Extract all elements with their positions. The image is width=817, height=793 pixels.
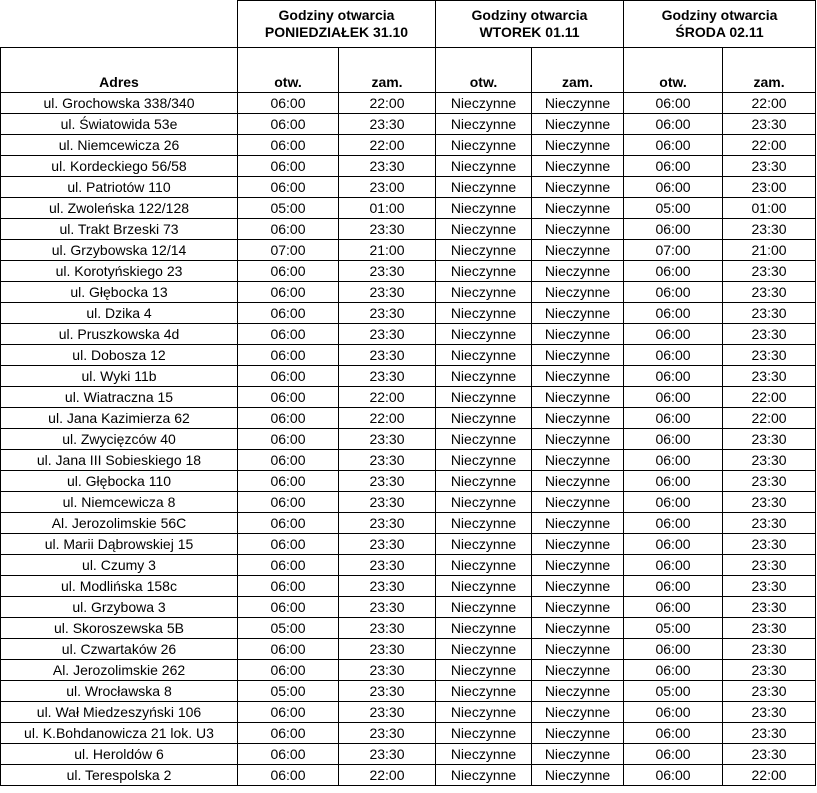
wednesday-open-cell: 06:00 (624, 723, 723, 744)
wednesday-close-cell: 22:00 (723, 135, 816, 156)
wednesday-close-cell: 23:30 (723, 429, 816, 450)
tuesday-open-cell: Nieczynne (436, 408, 532, 429)
monday-close-cell: 23:30 (339, 366, 436, 387)
wednesday-close-cell: 23:30 (723, 555, 816, 576)
table-row (1, 660, 816, 681)
monday-close-cell: 22:00 (339, 135, 436, 156)
address-cell: ul. Czumy 3 (1, 555, 238, 576)
monday-close-cell: 23:30 (339, 555, 436, 576)
monday-close-cell: 23:30 (339, 492, 436, 513)
wednesday-close-cell: 23:30 (723, 597, 816, 618)
close-column-header: zam. (339, 48, 436, 93)
address-cell: ul. Czwartaków 26 (1, 639, 238, 660)
wednesday-close-cell: 22:00 (723, 387, 816, 408)
monday-close-cell: 23:30 (339, 114, 436, 135)
address-cell: ul. Heroldów 6 (1, 744, 238, 765)
tuesday-close-cell: Nieczynne (532, 156, 624, 177)
close-column-header: zam. (532, 48, 624, 93)
tuesday-open-cell: Nieczynne (436, 282, 532, 303)
open-column-header: otw. (624, 48, 723, 93)
wednesday-close-cell: 23:00 (723, 177, 816, 198)
table-row (1, 471, 816, 492)
wednesday-open-cell: 06:00 (624, 513, 723, 534)
tuesday-open-cell: Nieczynne (436, 639, 532, 660)
monday-open-cell: 06:00 (238, 639, 339, 660)
table-row (1, 408, 816, 429)
tuesday-close-cell: Nieczynne (532, 177, 624, 198)
address-cell: ul. Niemcewicza 8 (1, 492, 238, 513)
monday-open-cell: 07:00 (238, 240, 339, 261)
wednesday-open-cell: 06:00 (624, 156, 723, 177)
monday-close-cell: 23:30 (339, 324, 436, 345)
monday-close-cell: 22:00 (339, 408, 436, 429)
address-cell: ul. Grzybowska 12/14 (1, 240, 238, 261)
monday-open-cell: 06:00 (238, 492, 339, 513)
address-cell: ul. Modlińska 158c (1, 576, 238, 597)
monday-open-cell: 06:00 (238, 660, 339, 681)
wednesday-open-cell: 06:00 (624, 93, 723, 114)
tuesday-close-cell: Nieczynne (532, 471, 624, 492)
wednesday-close-cell: 23:30 (723, 324, 816, 345)
tuesday-close-cell: Nieczynne (532, 261, 624, 282)
tuesday-close-cell: Nieczynne (532, 618, 624, 639)
monday-open-cell: 06:00 (238, 429, 339, 450)
address-cell: ul. Jana III Sobieskiego 18 (1, 450, 238, 471)
tuesday-close-cell: Nieczynne (532, 513, 624, 534)
tuesday-open-cell: Nieczynne (436, 660, 532, 681)
wednesday-close-cell: 22:00 (723, 93, 816, 114)
tuesday-close-cell: Nieczynne (532, 492, 624, 513)
tuesday-open-cell: Nieczynne (436, 597, 532, 618)
table-row (1, 114, 816, 135)
address-cell: ul. Wał Miedzeszyński 106 (1, 702, 238, 723)
table-row (1, 345, 816, 366)
monday-close-cell: 23:30 (339, 219, 436, 240)
address-cell: ul. Niemcewicza 26 (1, 135, 238, 156)
table-row (1, 303, 816, 324)
wednesday-open-cell: 06:00 (624, 534, 723, 555)
monday-open-cell: 06:00 (238, 93, 339, 114)
monday-open-cell: 06:00 (238, 345, 339, 366)
wednesday-open-cell: 06:00 (624, 408, 723, 429)
tuesday-open-cell: Nieczynne (436, 576, 532, 597)
monday-close-cell: 23:00 (339, 177, 436, 198)
tuesday-close-cell: Nieczynne (532, 723, 624, 744)
header-row-days (1, 1, 816, 48)
table-row (1, 513, 816, 534)
table-row (1, 135, 816, 156)
tuesday-close-cell: Nieczynne (532, 450, 624, 471)
monday-close-cell: 23:30 (339, 513, 436, 534)
wednesday-close-cell: 22:00 (723, 408, 816, 429)
tuesday-close-cell: Nieczynne (532, 681, 624, 702)
monday-close-cell: 23:30 (339, 618, 436, 639)
wednesday-close-cell: 23:30 (723, 534, 816, 555)
wednesday-close-cell: 23:30 (723, 366, 816, 387)
day-header-monday (238, 1, 436, 48)
monday-close-cell: 22:00 (339, 387, 436, 408)
wednesday-open-cell: 06:00 (624, 324, 723, 345)
wednesday-open-cell: 06:00 (624, 765, 723, 786)
monday-close-cell: 23:30 (339, 534, 436, 555)
wednesday-open-cell: 06:00 (624, 282, 723, 303)
wednesday-open-cell: 05:00 (624, 198, 723, 219)
address-cell: ul. Grzybowa 3 (1, 597, 238, 618)
tuesday-close-cell: Nieczynne (532, 429, 624, 450)
table-row (1, 93, 816, 114)
address-column-header: Adres (1, 48, 238, 93)
day-header-title: Godziny otwarcia (471, 7, 588, 23)
tuesday-open-cell: Nieczynne (436, 429, 532, 450)
tuesday-close-cell: Nieczynne (532, 135, 624, 156)
address-cell: ul. Skoroszewska 5B (1, 618, 238, 639)
monday-open-cell: 06:00 (238, 555, 339, 576)
tuesday-open-cell: Nieczynne (436, 324, 532, 345)
monday-close-cell: 23:30 (339, 450, 436, 471)
address-cell: ul. Zwoleńska 122/128 (1, 198, 238, 219)
tuesday-open-cell: Nieczynne (436, 219, 532, 240)
monday-open-cell: 06:00 (238, 408, 339, 429)
day-header-title: Godziny otwarcia (661, 7, 778, 23)
wednesday-open-cell: 06:00 (624, 660, 723, 681)
day-header-label: ŚRODA 02.11 (675, 24, 764, 40)
monday-open-cell: 05:00 (238, 618, 339, 639)
open-column-header: otw. (436, 48, 532, 93)
table-row (1, 597, 816, 618)
monday-open-cell: 05:00 (238, 198, 339, 219)
table-row (1, 324, 816, 345)
wednesday-close-cell: 23:30 (723, 471, 816, 492)
tuesday-close-cell: Nieczynne (532, 408, 624, 429)
address-cell: ul. Zwycięzców 40 (1, 429, 238, 450)
monday-open-cell: 06:00 (238, 723, 339, 744)
tuesday-open-cell: Nieczynne (436, 93, 532, 114)
wednesday-close-cell: 23:30 (723, 282, 816, 303)
wednesday-open-cell: 06:00 (624, 471, 723, 492)
wednesday-open-cell: 06:00 (624, 555, 723, 576)
header-blank-cell (1, 1, 238, 48)
monday-close-cell: 23:30 (339, 639, 436, 660)
table-row (1, 177, 816, 198)
wednesday-open-cell: 06:00 (624, 597, 723, 618)
table-row (1, 198, 816, 219)
wednesday-close-cell: 23:30 (723, 114, 816, 135)
tuesday-open-cell: Nieczynne (436, 555, 532, 576)
wednesday-open-cell: 05:00 (624, 681, 723, 702)
table-row (1, 387, 816, 408)
wednesday-close-cell: 23:30 (723, 681, 816, 702)
monday-open-cell: 06:00 (238, 765, 339, 786)
monday-close-cell: 23:30 (339, 471, 436, 492)
tuesday-open-cell: Nieczynne (436, 156, 532, 177)
tuesday-close-cell: Nieczynne (532, 597, 624, 618)
tuesday-close-cell: Nieczynne (532, 114, 624, 135)
table-row (1, 555, 816, 576)
wednesday-open-cell: 06:00 (624, 114, 723, 135)
wednesday-open-cell: 06:00 (624, 177, 723, 198)
day-header-title: Godziny otwarcia (278, 7, 395, 23)
tuesday-open-cell: Nieczynne (436, 723, 532, 744)
table-row (1, 450, 816, 471)
tuesday-open-cell: Nieczynne (436, 135, 532, 156)
tuesday-open-cell: Nieczynne (436, 534, 532, 555)
monday-open-cell: 06:00 (238, 324, 339, 345)
table-body (1, 93, 816, 786)
table-row (1, 639, 816, 660)
monday-open-cell: 06:00 (238, 114, 339, 135)
monday-open-cell: 06:00 (238, 177, 339, 198)
wednesday-open-cell: 06:00 (624, 219, 723, 240)
tuesday-open-cell: Nieczynne (436, 744, 532, 765)
monday-close-cell: 01:00 (339, 198, 436, 219)
wednesday-close-cell: 23:30 (723, 744, 816, 765)
monday-open-cell: 06:00 (238, 282, 339, 303)
tuesday-open-cell: Nieczynne (436, 240, 532, 261)
monday-close-cell: 23:30 (339, 723, 436, 744)
table-row (1, 282, 816, 303)
monday-close-cell: 23:30 (339, 744, 436, 765)
wednesday-close-cell: 23:30 (723, 345, 816, 366)
wednesday-close-cell: 01:00 (723, 198, 816, 219)
tuesday-close-cell: Nieczynne (532, 93, 624, 114)
wednesday-close-cell: 23:30 (723, 156, 816, 177)
address-cell: ul. Wyki 11b (1, 366, 238, 387)
tuesday-open-cell: Nieczynne (436, 345, 532, 366)
wednesday-close-cell: 23:30 (723, 639, 816, 660)
wednesday-close-cell: 23:30 (723, 576, 816, 597)
tuesday-close-cell: Nieczynne (532, 702, 624, 723)
table-row (1, 723, 816, 744)
wednesday-close-cell: 23:30 (723, 660, 816, 681)
monday-open-cell: 06:00 (238, 135, 339, 156)
day-header-label: WTOREK 01.11 (479, 24, 580, 40)
address-cell: ul. Jana Kazimierza 62 (1, 408, 238, 429)
wednesday-open-cell: 06:00 (624, 744, 723, 765)
wednesday-close-cell: 23:30 (723, 618, 816, 639)
wednesday-close-cell: 23:30 (723, 219, 816, 240)
monday-open-cell: 06:00 (238, 366, 339, 387)
tuesday-close-cell: Nieczynne (532, 660, 624, 681)
table-row (1, 765, 816, 786)
wednesday-open-cell: 06:00 (624, 702, 723, 723)
tuesday-open-cell: Nieczynne (436, 492, 532, 513)
monday-open-cell: 05:00 (238, 681, 339, 702)
tuesday-close-cell: Nieczynne (532, 765, 624, 786)
wednesday-open-cell: 06:00 (624, 576, 723, 597)
tuesday-open-cell: Nieczynne (436, 303, 532, 324)
address-cell: ul. Wrocławska 8 (1, 681, 238, 702)
table-header (1, 1, 816, 93)
monday-close-cell: 23:30 (339, 597, 436, 618)
address-cell: ul. Głębocka 110 (1, 471, 238, 492)
tuesday-close-cell: Nieczynne (532, 303, 624, 324)
address-cell: ul. Światowida 53e (1, 114, 238, 135)
wednesday-close-cell: 23:30 (723, 492, 816, 513)
monday-open-cell: 06:00 (238, 471, 339, 492)
tuesday-open-cell: Nieczynne (436, 366, 532, 387)
address-cell: ul. Dobosza 12 (1, 345, 238, 366)
monday-close-cell: 23:30 (339, 345, 436, 366)
monday-open-cell: 06:00 (238, 387, 339, 408)
monday-open-cell: 06:00 (238, 303, 339, 324)
monday-open-cell: 06:00 (238, 576, 339, 597)
monday-open-cell: 06:00 (238, 744, 339, 765)
tuesday-open-cell: Nieczynne (436, 765, 532, 786)
wednesday-open-cell: 06:00 (624, 366, 723, 387)
tuesday-open-cell: Nieczynne (436, 471, 532, 492)
tuesday-open-cell: Nieczynne (436, 114, 532, 135)
table-row (1, 618, 816, 639)
monday-close-cell: 22:00 (339, 765, 436, 786)
tuesday-open-cell: Nieczynne (436, 702, 532, 723)
monday-open-cell: 06:00 (238, 219, 339, 240)
table-row (1, 744, 816, 765)
monday-close-cell: 23:30 (339, 429, 436, 450)
monday-open-cell: 06:00 (238, 156, 339, 177)
wednesday-open-cell: 06:00 (624, 135, 723, 156)
table-row (1, 534, 816, 555)
tuesday-close-cell: Nieczynne (532, 198, 624, 219)
tuesday-close-cell: Nieczynne (532, 576, 624, 597)
header-row-columns (1, 48, 816, 93)
day-header-label: PONIEDZIAŁEK 31.10 (264, 24, 409, 40)
close-column-header: zam. (723, 48, 816, 93)
address-cell: ul. Pruszkowska 4d (1, 324, 238, 345)
monday-open-cell: 06:00 (238, 702, 339, 723)
monday-close-cell: 23:30 (339, 660, 436, 681)
monday-open-cell: 06:00 (238, 597, 339, 618)
monday-close-cell: 23:30 (339, 576, 436, 597)
address-cell: ul. Głębocka 13 (1, 282, 238, 303)
tuesday-open-cell: Nieczynne (436, 387, 532, 408)
address-cell: ul. Grochowska 338/340 (1, 93, 238, 114)
tuesday-close-cell: Nieczynne (532, 744, 624, 765)
wednesday-open-cell: 06:00 (624, 345, 723, 366)
day-header-tuesday (436, 1, 624, 48)
wednesday-open-cell: 07:00 (624, 240, 723, 261)
monday-close-cell: 23:30 (339, 261, 436, 282)
tuesday-close-cell: Nieczynne (532, 282, 624, 303)
wednesday-open-cell: 06:00 (624, 429, 723, 450)
tuesday-close-cell: Nieczynne (532, 324, 624, 345)
address-cell: ul. K.Bohdanowicza 21 lok. U3 (1, 723, 238, 744)
address-cell: Al. Jerozolimskie 262 (1, 660, 238, 681)
tuesday-open-cell: Nieczynne (436, 177, 532, 198)
monday-close-cell: 23:30 (339, 681, 436, 702)
monday-close-cell: 21:00 (339, 240, 436, 261)
tuesday-close-cell: Nieczynne (532, 534, 624, 555)
table-row (1, 156, 816, 177)
wednesday-close-cell: 21:00 (723, 240, 816, 261)
tuesday-open-cell: Nieczynne (436, 261, 532, 282)
day-header-wednesday (624, 1, 816, 48)
address-cell: ul. Trakt Brzeski 73 (1, 219, 238, 240)
tuesday-close-cell: Nieczynne (532, 240, 624, 261)
table-row (1, 429, 816, 450)
monday-open-cell: 06:00 (238, 450, 339, 471)
table-row (1, 366, 816, 387)
table-row (1, 702, 816, 723)
address-cell: ul. Kordeckiego 56/58 (1, 156, 238, 177)
wednesday-close-cell: 23:30 (723, 303, 816, 324)
table-row (1, 261, 816, 282)
address-cell: ul. Terespolska 2 (1, 765, 238, 786)
monday-close-cell: 23:30 (339, 303, 436, 324)
address-cell: ul. Korotyńskiego 23 (1, 261, 238, 282)
wednesday-close-cell: 23:30 (723, 702, 816, 723)
open-column-header: otw. (238, 48, 339, 93)
tuesday-open-cell: Nieczynne (436, 450, 532, 471)
table-row (1, 681, 816, 702)
monday-close-cell: 22:00 (339, 93, 436, 114)
monday-close-cell: 23:30 (339, 282, 436, 303)
monday-open-cell: 06:00 (238, 534, 339, 555)
tuesday-close-cell: Nieczynne (532, 366, 624, 387)
wednesday-close-cell: 23:30 (723, 450, 816, 471)
address-cell: ul. Wiatraczna 15 (1, 387, 238, 408)
table-row (1, 576, 816, 597)
tuesday-open-cell: Nieczynne (436, 618, 532, 639)
wednesday-open-cell: 06:00 (624, 261, 723, 282)
wednesday-close-cell: 22:00 (723, 765, 816, 786)
wednesday-open-cell: 06:00 (624, 450, 723, 471)
address-cell: Al. Jerozolimskie 56C (1, 513, 238, 534)
tuesday-close-cell: Nieczynne (532, 219, 624, 240)
tuesday-open-cell: Nieczynne (436, 198, 532, 219)
address-cell: ul. Marii Dąbrowskiej 15 (1, 534, 238, 555)
table-row (1, 492, 816, 513)
tuesday-close-cell: Nieczynne (532, 387, 624, 408)
wednesday-open-cell: 06:00 (624, 387, 723, 408)
tuesday-open-cell: Nieczynne (436, 513, 532, 534)
wednesday-open-cell: 06:00 (624, 639, 723, 660)
tuesday-close-cell: Nieczynne (532, 639, 624, 660)
wednesday-open-cell: 06:00 (624, 492, 723, 513)
monday-open-cell: 06:00 (238, 261, 339, 282)
table-row (1, 219, 816, 240)
wednesday-open-cell: 05:00 (624, 618, 723, 639)
wednesday-close-cell: 23:30 (723, 261, 816, 282)
address-cell: ul. Patriotów 110 (1, 177, 238, 198)
table-row (1, 240, 816, 261)
tuesday-close-cell: Nieczynne (532, 555, 624, 576)
address-cell: ul. Dzika 4 (1, 303, 238, 324)
tuesday-open-cell: Nieczynne (436, 681, 532, 702)
monday-close-cell: 23:30 (339, 156, 436, 177)
wednesday-close-cell: 23:30 (723, 513, 816, 534)
wednesday-close-cell: 23:30 (723, 723, 816, 744)
tuesday-close-cell: Nieczynne (532, 345, 624, 366)
monday-open-cell: 06:00 (238, 513, 339, 534)
wednesday-open-cell: 06:00 (624, 303, 723, 324)
monday-close-cell: 23:30 (339, 702, 436, 723)
